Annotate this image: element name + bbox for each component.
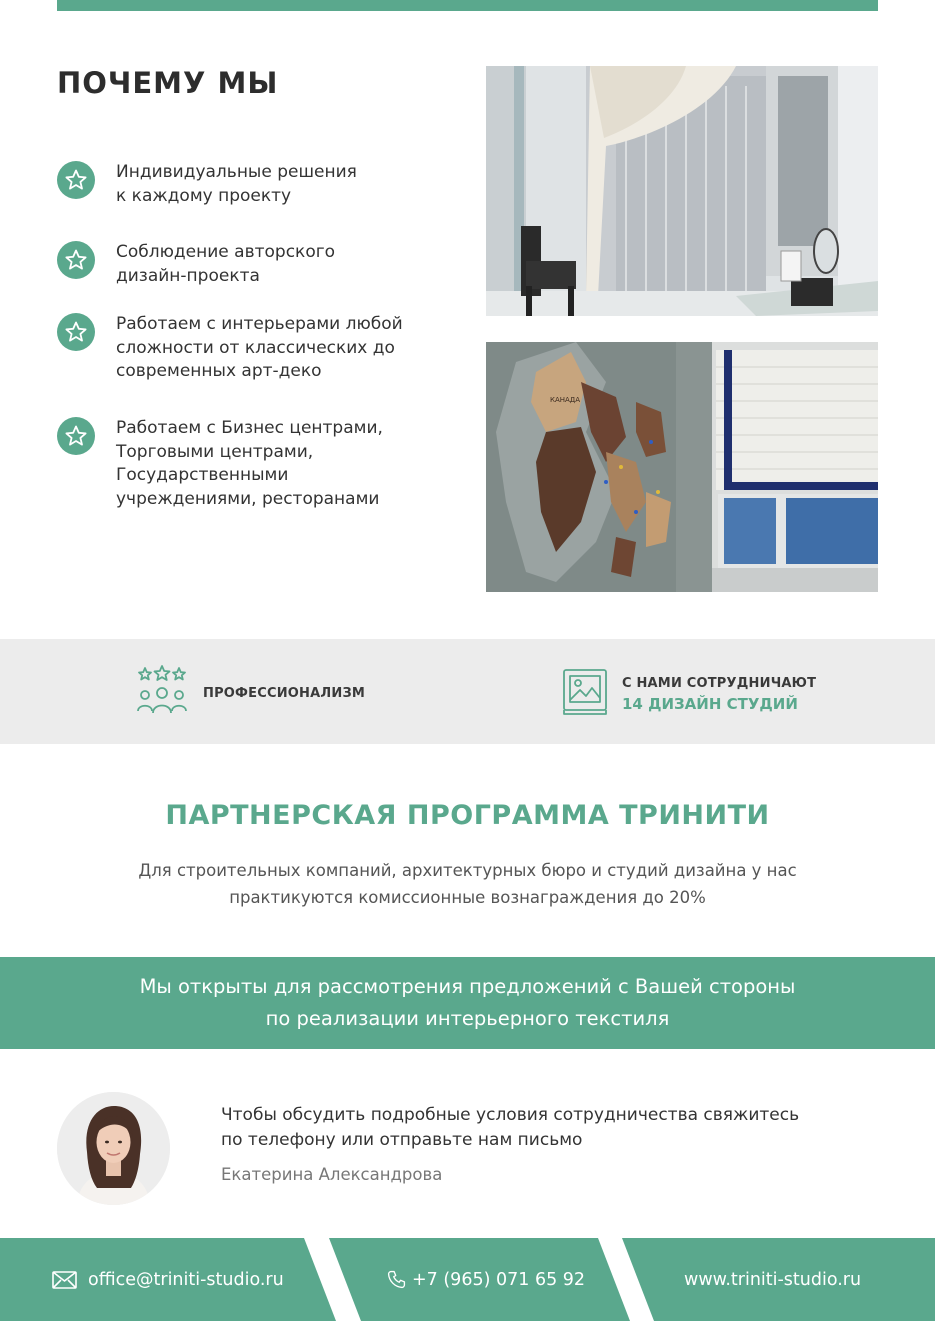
team-stars-icon xyxy=(136,665,188,721)
benefit-item xyxy=(57,241,456,288)
star-icon xyxy=(57,313,95,351)
benefit-text: Соблюдение авторского дизайн-проекта xyxy=(116,242,336,286)
contact-line: Чтобы обсудить подробные условия сотрудничества свяжитесь xyxy=(221,1105,800,1125)
curtain-interior-photo xyxy=(486,66,878,316)
stat-professionalism-label: ПРОФЕССИОНАЛИЗМ xyxy=(203,685,366,701)
contact-person-name: Екатерина Александрова xyxy=(221,1165,443,1184)
contact-line: по телефону или отправьте нам письмо xyxy=(221,1129,583,1150)
phone-icon xyxy=(387,1270,406,1289)
footer-email-text: office@triniti-studio.ru xyxy=(88,1269,284,1290)
partner-program-line: практикуются комиссионные вознаграждения до 20% xyxy=(229,888,706,907)
stat-professionalism xyxy=(136,665,365,721)
avatar xyxy=(57,1092,170,1205)
footer-contacts xyxy=(0,1238,935,1321)
benefit-item xyxy=(57,313,456,384)
benefit-item xyxy=(57,161,456,208)
footer-email-link[interactable] xyxy=(52,1238,284,1321)
partner-program-line: Для строительных компаний, архитектурных бюро и студий дизайна у нас xyxy=(138,861,797,880)
partner-program-text xyxy=(100,857,835,911)
star-icon xyxy=(57,241,95,279)
benefit-text: Работаем с Бизнес центрами, Торговыми центрами, Государственными учреждениями, ресторанами xyxy=(116,418,383,509)
top-accent-bar xyxy=(57,0,878,11)
envelope-icon xyxy=(52,1271,77,1289)
footer-phone-link[interactable] xyxy=(387,1238,585,1321)
star-icon xyxy=(57,161,95,199)
picture-book-icon xyxy=(562,668,608,720)
world-map-interior-photo xyxy=(486,342,878,592)
open-banner-line: по реализации интерьерного текстиля xyxy=(265,1007,670,1030)
stat-partners xyxy=(562,668,816,720)
map-label-canada: КАНАДА xyxy=(550,396,581,404)
benefit-text: Индивидуальные решения к каждому проекту xyxy=(116,162,357,206)
benefit-text: Работаем с интерьерами любой сложности от классических до современных арт-деко xyxy=(116,314,403,381)
open-banner-line: Мы открыты для рассмотрения предложений с Вашей стороны xyxy=(139,975,796,998)
footer-website-link[interactable] xyxy=(684,1238,861,1321)
stats-band xyxy=(0,639,935,744)
why-us-title: ПОЧЕМУ МЫ xyxy=(57,66,279,100)
stat-partners-count: 14 ДИЗАЙН СТУДИЙ xyxy=(622,694,798,713)
benefit-item xyxy=(57,417,456,511)
star-icon xyxy=(57,417,95,455)
open-proposals-banner xyxy=(0,957,935,1049)
contact-invitation xyxy=(221,1103,861,1152)
footer-website-text: www.triniti-studio.ru xyxy=(684,1269,862,1290)
partner-program-title: ПАРТНЕРСКАЯ ПРОГРАММА ТРИНИТИ xyxy=(165,800,770,831)
footer-phone-text: +7 (965) 071 65 92 xyxy=(412,1269,586,1290)
stat-partners-label: С НАМИ СОТРУДНИЧАЮТ xyxy=(622,675,817,691)
